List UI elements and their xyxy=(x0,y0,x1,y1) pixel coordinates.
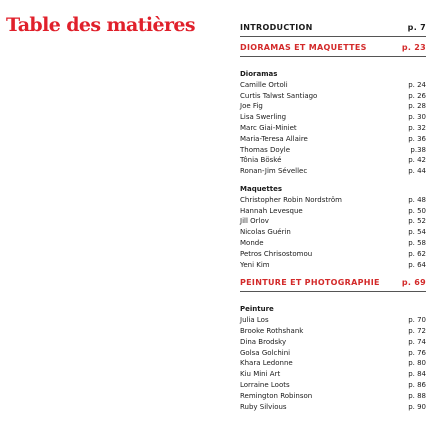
toc-entry[interactable] xyxy=(240,195,426,206)
entry-page: p. 26 xyxy=(408,91,426,100)
entry-name: Jill Orlov xyxy=(240,217,269,226)
entry-name: Yeni Kim xyxy=(240,260,270,269)
toc-entry[interactable] xyxy=(240,166,426,177)
entry-name: Thomas Doyle xyxy=(240,145,291,154)
toc-entry[interactable] xyxy=(240,369,426,380)
section-label: PEINTURE ET PHOTOGRAPHIE xyxy=(240,278,380,288)
toc-entry[interactable] xyxy=(240,326,426,337)
toc-entry[interactable] xyxy=(240,206,426,217)
page-title: Table des matières xyxy=(6,14,196,36)
subsection-heading-dioramas: Dioramas xyxy=(240,70,278,78)
entry-page: p. 50 xyxy=(408,206,426,215)
list-peinture xyxy=(240,315,426,412)
entry-page: p. 72 xyxy=(408,326,426,335)
section-page: p. 23 xyxy=(401,43,426,52)
entry-name: Lorraine Loots xyxy=(240,380,290,389)
entry-name: Camille Ortoli xyxy=(240,80,288,89)
entry-name: Petros Chrisostomou xyxy=(240,249,313,258)
entry-name: Ronan-Jim Sévellec xyxy=(240,167,308,176)
entry-name: Tônia Böské xyxy=(240,156,282,165)
entry-name: Dina Brodsky xyxy=(240,337,287,346)
entry-page: p. 86 xyxy=(408,380,426,389)
toc-entry[interactable] xyxy=(240,348,426,359)
entry-page: p. 58 xyxy=(408,238,426,247)
toc-entry[interactable] xyxy=(240,112,426,123)
subsection-heading-peinture: Peinture xyxy=(240,305,274,314)
entry-page: p. 44 xyxy=(408,167,426,176)
toc-entry[interactable] xyxy=(240,238,426,249)
entry-page: p. 24 xyxy=(408,80,426,89)
entry-page: p.38 xyxy=(410,145,426,154)
entry-name: Remington Robinson xyxy=(240,391,313,400)
entry-name: Joe Fig xyxy=(240,102,263,111)
table-of-contents xyxy=(240,22,426,412)
section-label: INTRODUCTION xyxy=(240,23,313,32)
toc-section-introduction[interactable] xyxy=(240,22,426,34)
toc-entry[interactable] xyxy=(240,123,426,134)
entry-page: p. 76 xyxy=(408,348,426,357)
entry-page: p. 32 xyxy=(408,123,426,132)
entry-name: Curtis Talwst Santiago xyxy=(240,91,318,100)
entry-name: Maria-Teresa Allaire xyxy=(240,134,308,143)
toc-section-peinture-et-photographie[interactable] xyxy=(240,277,426,289)
entry-page: p. 42 xyxy=(408,156,426,165)
entry-page: p. 70 xyxy=(408,316,426,325)
toc-entry[interactable] xyxy=(240,91,426,102)
list-maquettes xyxy=(240,195,426,271)
entry-name: Kiu Mini Art xyxy=(240,370,281,379)
entry-name: Christopher Robin Nordström xyxy=(240,195,342,204)
entry-name: Golsa Golchini xyxy=(240,348,291,357)
entry-name: Marc Giai-Miniet xyxy=(240,123,297,132)
entry-page: p. 52 xyxy=(408,217,426,226)
entry-page: p. 28 xyxy=(408,102,426,111)
entry-name: Khara Ledonne xyxy=(240,359,293,368)
section-label: DIORAMAS ET MAQUETTES xyxy=(240,43,367,52)
toc-entry[interactable] xyxy=(240,358,426,369)
entry-page: p. 88 xyxy=(408,391,426,400)
toc-entry[interactable] xyxy=(240,134,426,145)
toc-entry[interactable] xyxy=(240,155,426,166)
entry-page: p. 36 xyxy=(408,134,426,143)
entry-name: Hannah Levesque xyxy=(240,206,303,215)
toc-entry[interactable] xyxy=(240,380,426,391)
toc-section-dioramas-et-maquettes[interactable] xyxy=(240,42,426,54)
entry-name: Lisa Swerling xyxy=(240,113,287,122)
entry-name: Ruby Silvious xyxy=(240,402,287,411)
toc-entry[interactable] xyxy=(240,260,426,271)
toc-entry[interactable] xyxy=(240,315,426,326)
toc-entry[interactable] xyxy=(240,337,426,348)
subsection-heading-maquettes: Maquettes xyxy=(240,184,283,193)
entry-page: p. 62 xyxy=(408,249,426,258)
section-page: p. 7 xyxy=(407,23,426,32)
toc-entry[interactable] xyxy=(240,391,426,402)
toc-entry[interactable] xyxy=(240,80,426,91)
toc-entry[interactable] xyxy=(240,145,426,156)
entry-page: p. 90 xyxy=(408,402,426,411)
toc-entry[interactable] xyxy=(240,402,426,413)
entry-page: p. 84 xyxy=(408,370,426,379)
toc-entry[interactable] xyxy=(240,227,426,238)
entry-page: p. 48 xyxy=(408,195,426,204)
entry-name: Nicolas Guérin xyxy=(240,228,291,237)
list-dioramas xyxy=(240,80,426,177)
toc-entry[interactable] xyxy=(240,249,426,260)
section-page: p. 69 xyxy=(401,278,426,288)
toc-entry[interactable] xyxy=(240,101,426,112)
entry-page: p. 54 xyxy=(408,228,426,237)
entry-name: Julia Los xyxy=(240,316,269,325)
entry-page: p. 30 xyxy=(408,113,426,122)
toc-entry[interactable] xyxy=(240,216,426,227)
entry-page: p. 64 xyxy=(408,260,426,269)
entry-page: p. 74 xyxy=(408,337,426,346)
entry-page: p. 80 xyxy=(408,359,426,368)
entry-name: Brooke Rothshank xyxy=(240,326,304,335)
entry-name: Monde xyxy=(240,238,264,247)
